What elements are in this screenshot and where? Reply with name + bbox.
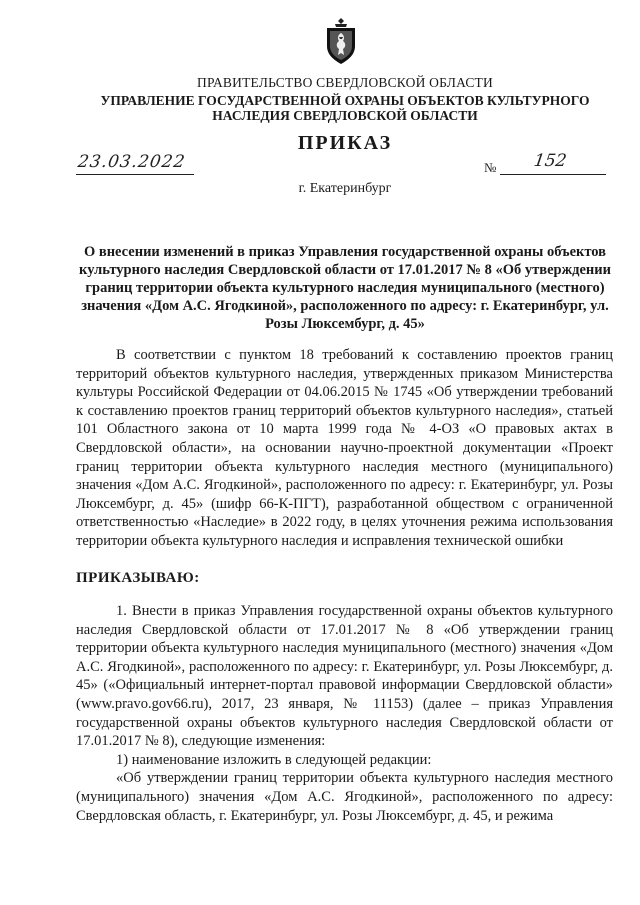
order-subject: О внесении изменений в приказ Управления государственной охраны объектов культурного наследия Свердловской области от 17.01.2017 № 8 «Об утверждении границ территории объекта культурного наследия муниципального (местного) значения «Дом А.С. Ягодкиной», расположенного по адресу: г. Екатеринбург, ул. Розы Люксембург, д. 45» bbox=[79, 244, 611, 332]
preamble bbox=[76, 346, 613, 551]
document-type: ПРИКАЗ bbox=[297, 132, 393, 154]
preamble-paragraph: В соответствии с пунктом 18 требований к составлению проектов границ территорий объектов культурного наследия, утвержденных приказом Министерства культуры Российской Федерации от 04.06.2015 № 1745 «Об утверждении требований к составлению проектов границ территорий объектов культурного наследия», статьей 101 Областного закона от 10 марта 1999 года № 4-ОЗ «О правовых актах в Свердловской области», на основании научно-проектной документации «Проект границ территории объекта культурного наследия местного (муниципального) значения «Дом А.С. Ягодкиной», расположенного по адресу: г. Екатеринбург, ул. Розы Люксембург, д. 45» (шифр 66-К-ПГТ), разработанной обществом с ограниченной ответственностью «Наследие» в 2022 году, в целях уточнения режима использования территории объекта культурного наследия и исправления технической ошибки bbox=[76, 347, 613, 549]
order-item: 1. Внести в приказ Управления государственной охраны объектов культурного наследия Свердловской области от 17.01.2017 № 8 «Об утверждении границ территории объекта культурного наследия муниципального (местного) значения «Дом А.С. Ягодкиной», расположенного по адресу: г. Екатеринбург, ул. Розы Люксембург, д. 45» («Официальный интернет-портал правовой информации Свердловской области» (www.pravo.gov66.ru), 2017, 23 января, № 11153) (далее – приказ Управления государственной охраны объектов культурного наследия Свердловской области от 17.01.2017 № 8), следующие изменения: bbox=[76, 603, 613, 750]
number-field bbox=[500, 151, 606, 175]
city: г. Екатеринбург bbox=[298, 181, 392, 196]
department-name: УПРАВЛЕНИЕ ГОСУДАРСТВЕННОЙ ОХРАНЫ ОБЪЕКТОВ КУЛЬТУРНОГО НАСЛЕДИЯ СВЕРДЛОВСКОЙ ОБЛАСТИ bbox=[100, 93, 590, 123]
coat-of-arms-icon bbox=[326, 18, 356, 64]
order-item: «Об утверждении границ территории объекта культурного наследия местного (муниципального) значения «Дом А.С. Ягодкиной», расположенного по адресу: Свердловская область, г. Екатеринбург, ул. Розы Люксембург, д. 45, и режима bbox=[76, 770, 613, 824]
order-item: 1) наименование изложить в следующей редакции: bbox=[116, 751, 432, 768]
date-field bbox=[76, 152, 194, 175]
order-date: 23.03.2022 bbox=[76, 152, 187, 172]
government-name: ПРАВИТЕЛЬСТВО СВЕРДЛОВСКОЙ ОБЛАСТИ bbox=[197, 75, 493, 90]
number-label: № bbox=[484, 160, 497, 175]
order-word: ПРИКАЗЫВАЮ: bbox=[76, 570, 200, 586]
order-number: 152 bbox=[532, 151, 568, 171]
order-items bbox=[76, 602, 613, 825]
